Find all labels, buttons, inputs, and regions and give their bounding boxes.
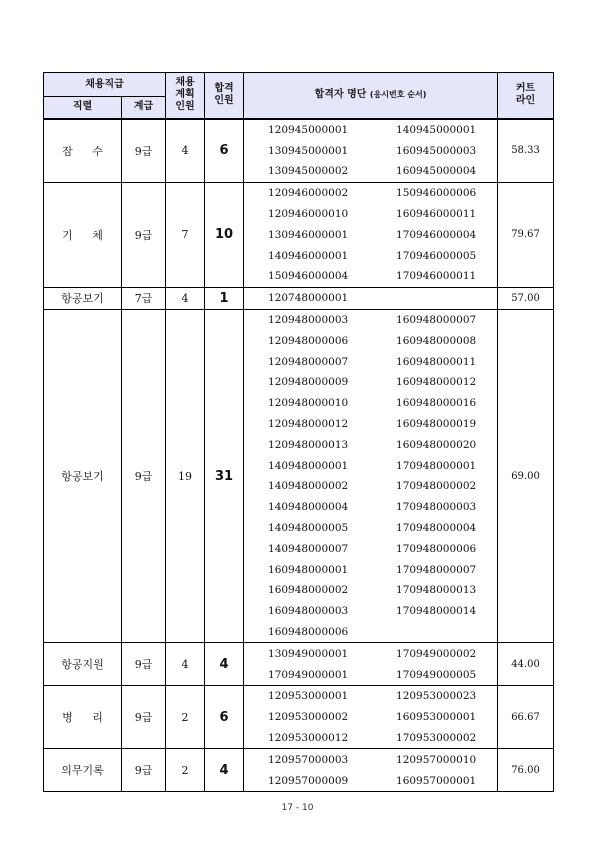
list-item [244, 497, 497, 518]
candidate-number: 160948000008 [396, 334, 477, 347]
roster-cell [244, 182, 498, 287]
table-row [44, 749, 554, 792]
roster-list [244, 288, 497, 309]
candidate-number: 120946000002 [268, 187, 349, 200]
candidate-number: 120748000001 [268, 292, 349, 305]
candidate-number: 170948000004 [396, 522, 477, 535]
passed-cell: 6 [205, 686, 244, 749]
candidate-number: 170948000006 [396, 542, 477, 555]
list-item [244, 749, 497, 770]
candidate-number: 120946000010 [268, 208, 349, 221]
candidate-number: 160948000012 [396, 376, 477, 389]
job-series-cell: 의무기록 [44, 749, 122, 792]
candidate-number: 130946000001 [268, 228, 349, 241]
candidate-number: 120953000023 [396, 690, 477, 703]
job-series-cell: 항공보기 [44, 309, 122, 643]
candidate-number: 170949000001 [268, 668, 349, 681]
list-item [244, 622, 497, 643]
candidate-number: 160945000003 [396, 144, 477, 157]
list-item [244, 120, 497, 141]
candidate-number: 120948000013 [268, 438, 349, 451]
list-item [244, 161, 497, 182]
candidate-number: 160948000006 [268, 626, 349, 639]
candidate-number: 120948000003 [268, 314, 349, 327]
planned-cell: 4 [166, 287, 205, 309]
roster-list [244, 310, 497, 643]
passed-cell: 4 [205, 643, 244, 686]
roster-cell [244, 309, 498, 643]
candidate-number: 160948000007 [396, 314, 477, 327]
candidate-number: 160948000011 [396, 355, 477, 368]
list-item [244, 330, 497, 351]
candidate-number: 170948000003 [396, 501, 477, 514]
grade-cell: 9급 [122, 119, 166, 183]
table-row [44, 686, 554, 749]
grade-cell: 7급 [122, 287, 166, 309]
roster-cell [244, 287, 498, 309]
list-item [244, 266, 497, 287]
candidate-number: 140948000005 [268, 522, 349, 535]
list-item [244, 245, 497, 266]
candidate-number: 120948000007 [268, 355, 349, 368]
candidate-number: 120953000001 [268, 690, 349, 703]
list-item [244, 664, 497, 685]
grade-cell: 9급 [122, 309, 166, 643]
cutline-cell: 76.00 [498, 749, 554, 792]
grade-cell: 9급 [122, 643, 166, 686]
planned-cell: 7 [166, 182, 205, 287]
planned-cell: 4 [166, 119, 205, 183]
cutline-cell: 44.00 [498, 643, 554, 686]
list-item [244, 476, 497, 497]
candidate-number: 170948000013 [396, 584, 477, 597]
page-number: 17 - 10 [281, 803, 314, 813]
list-item [244, 643, 497, 664]
cutline-cell: 79.67 [498, 182, 554, 287]
candidate-number: 120948000012 [268, 418, 349, 431]
candidate-number: 140946000001 [268, 249, 349, 262]
candidate-number: 140948000004 [268, 501, 349, 514]
candidate-number: 120953000012 [268, 732, 349, 744]
candidate-number: 130945000002 [268, 165, 349, 178]
candidate-number: 160948000019 [396, 418, 477, 431]
table-row [44, 287, 554, 309]
list-item [244, 686, 497, 707]
grade-cell: 9급 [122, 749, 166, 792]
header-job-series: 직렬 [44, 97, 122, 119]
candidate-number: 160948000016 [396, 397, 477, 410]
roster-list [244, 120, 497, 182]
cutline-cell: 58.33 [498, 119, 554, 183]
candidate-number: 120957000010 [396, 753, 477, 766]
candidate-number: 140948000001 [268, 459, 349, 472]
list-item [244, 140, 497, 161]
list-item [244, 310, 497, 331]
list-item [244, 224, 497, 245]
list-item [244, 601, 497, 622]
list-item [244, 204, 497, 225]
candidate-number: 120948000006 [268, 334, 349, 347]
candidate-number: 170946000011 [396, 270, 477, 283]
candidate-number: 160945000004 [396, 165, 477, 178]
header-roster: 합격자 명단 (응시번호 순서) [244, 73, 498, 119]
candidate-number: 170949000002 [396, 647, 477, 660]
job-series-cell: 병 리 [44, 686, 122, 749]
candidate-number: 150946000004 [268, 270, 349, 283]
list-item [244, 580, 497, 601]
candidate-number: 160946000011 [396, 208, 477, 221]
candidate-number: 160948000020 [396, 438, 477, 451]
candidate-number: 120953000002 [268, 711, 349, 724]
table-row [44, 119, 554, 183]
list-item [244, 455, 497, 476]
list-item [244, 288, 497, 309]
planned-cell: 2 [166, 686, 205, 749]
candidate-number: 140948000002 [268, 480, 349, 493]
header-planned: 채용 계획 인원 [166, 73, 205, 119]
list-item [244, 770, 497, 791]
results-body [44, 119, 554, 792]
roster-cell [244, 686, 498, 749]
header-roster-note: (응시번호 순서) [369, 90, 427, 100]
table-row [44, 309, 554, 643]
roster-list [244, 686, 497, 748]
cutline-cell: 57.00 [498, 287, 554, 309]
candidate-number: 170948000007 [396, 563, 477, 576]
candidate-number: 170948000014 [396, 605, 477, 618]
candidate-number: 140945000001 [396, 123, 477, 136]
roster-cell [244, 643, 498, 686]
planned-cell: 2 [166, 749, 205, 792]
candidate-number: 130945000001 [268, 144, 349, 157]
candidate-number [394, 622, 497, 643]
roster-cell [244, 119, 498, 183]
header-recruit-position: 채용직급 [44, 73, 166, 97]
candidate-number: 160948000002 [268, 584, 349, 597]
candidate-number: 150946000006 [396, 187, 477, 200]
candidate-number: 130949000001 [268, 647, 349, 660]
list-item [244, 707, 497, 728]
roster-list [244, 183, 497, 287]
roster-cell [244, 749, 498, 792]
list-item [244, 728, 497, 749]
cutline-cell: 66.67 [498, 686, 554, 749]
results-table [43, 72, 554, 792]
list-item [244, 372, 497, 393]
roster-list [244, 749, 497, 791]
table-row [44, 643, 554, 686]
candidate-number: 120957000003 [268, 753, 349, 766]
job-series-cell: 기 체 [44, 182, 122, 287]
list-item [244, 538, 497, 559]
candidate-number: 160948000003 [268, 605, 349, 618]
planned-cell: 4 [166, 643, 205, 686]
list-item [244, 393, 497, 414]
passed-cell: 4 [205, 749, 244, 792]
passed-cell: 10 [205, 182, 244, 287]
roster-list [244, 643, 497, 685]
passed-cell: 1 [205, 287, 244, 309]
passed-cell: 31 [205, 309, 244, 643]
list-item [244, 518, 497, 539]
candidate-number [394, 288, 497, 309]
job-series-cell: 항공지원 [44, 643, 122, 686]
candidate-number: 120948000009 [268, 376, 349, 389]
grade-cell: 9급 [122, 182, 166, 287]
grade-cell: 9급 [122, 686, 166, 749]
candidate-number: 160957000001 [396, 774, 477, 787]
candidate-number: 120948000010 [268, 397, 349, 410]
candidate-number: 140948000007 [268, 542, 349, 555]
candidate-number: 170948000002 [396, 480, 477, 493]
header-grade: 계급 [122, 97, 166, 119]
list-item [244, 559, 497, 580]
candidate-number: 160953000001 [396, 711, 477, 724]
list-item [244, 351, 497, 372]
header-cutline: 커트 라인 [498, 73, 554, 119]
header-passed: 합격 인원 [205, 73, 244, 119]
list-item [244, 414, 497, 435]
candidate-number: 120957000009 [268, 774, 349, 787]
candidate-number: 170953000002 [396, 732, 477, 744]
candidate-number: 170946000004 [396, 228, 477, 241]
candidate-number: 170949000005 [396, 668, 477, 681]
planned-cell: 19 [166, 309, 205, 643]
table-row [44, 182, 554, 287]
list-item [244, 183, 497, 204]
candidate-number: 120945000001 [268, 123, 349, 136]
candidate-number: 170946000005 [396, 249, 477, 262]
job-series-cell: 항공보기 [44, 287, 122, 309]
cutline-cell: 69.00 [498, 309, 554, 643]
job-series-cell: 잠 수 [44, 119, 122, 183]
candidate-number: 170948000001 [396, 459, 477, 472]
passed-cell: 6 [205, 119, 244, 183]
candidate-number: 160948000001 [268, 563, 349, 576]
list-item [244, 434, 497, 455]
